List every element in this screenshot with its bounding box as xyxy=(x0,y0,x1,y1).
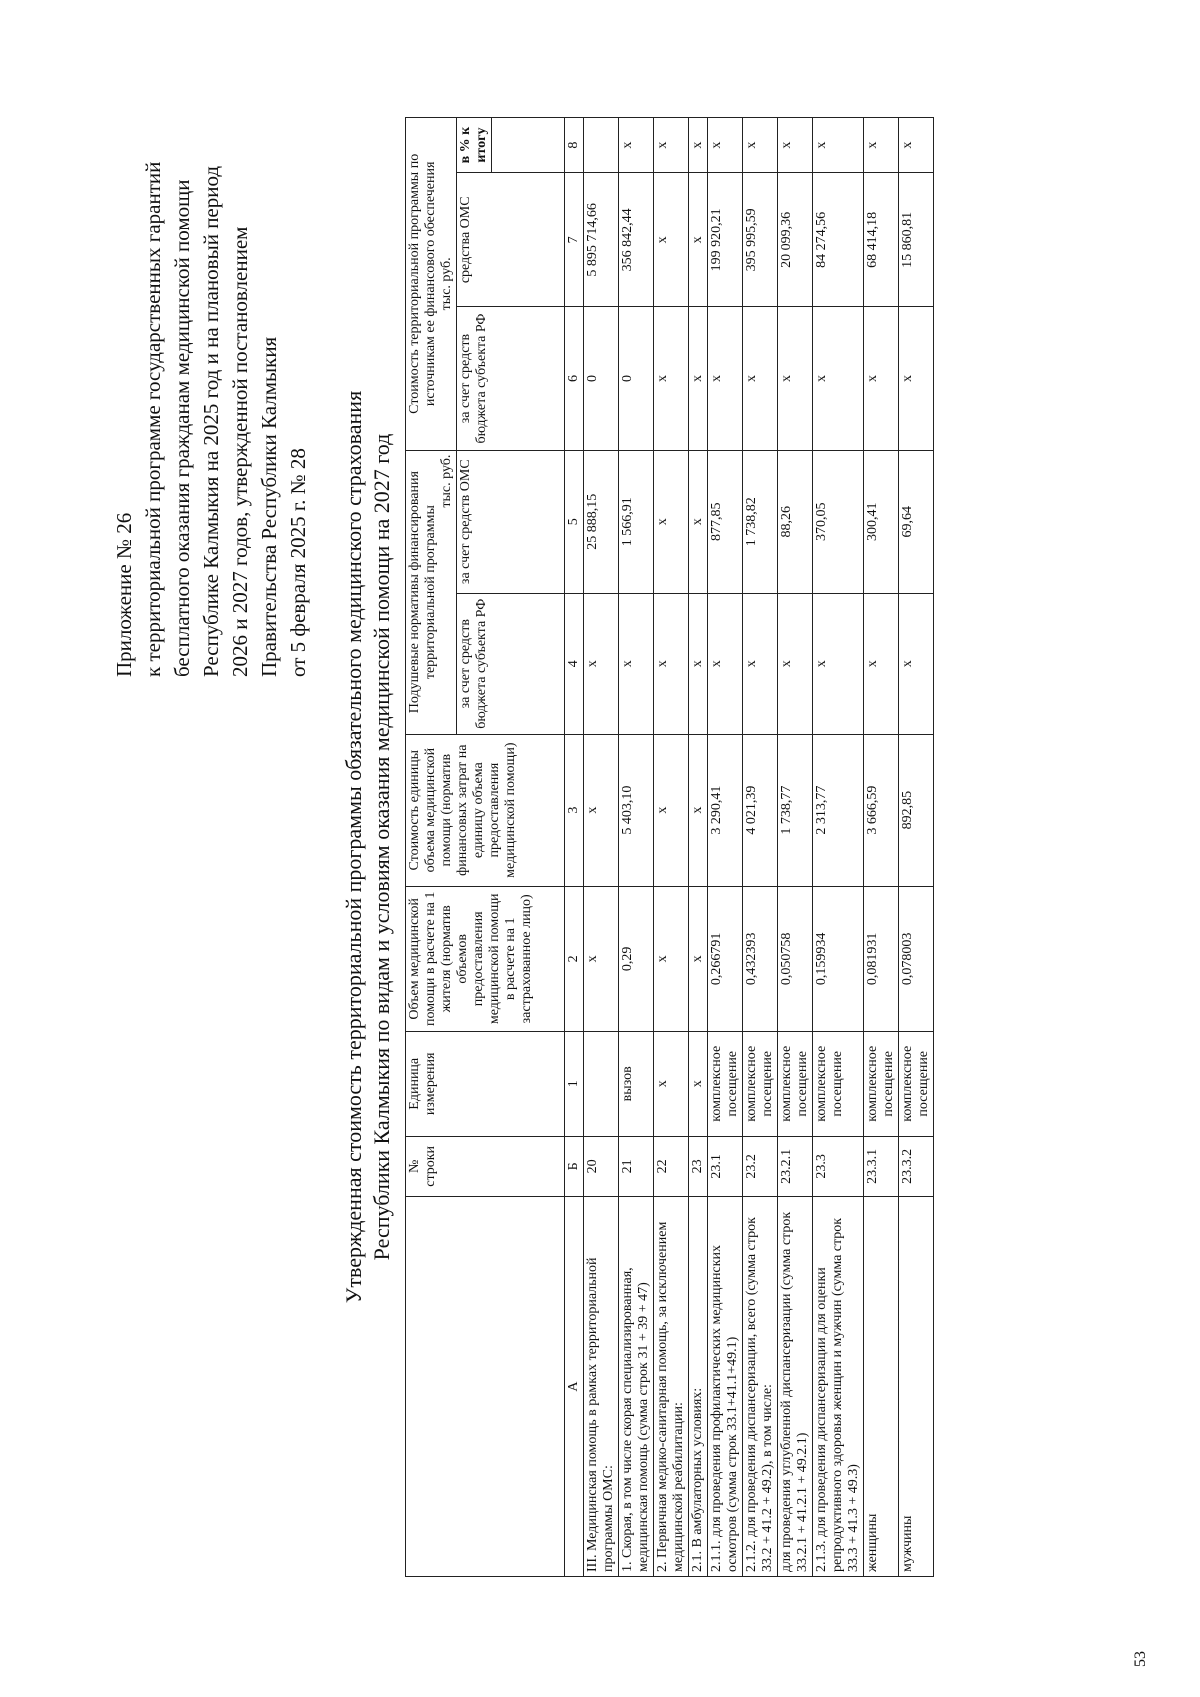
appendix-line: 2026 и 2027 годов, утвержденной постановлением xyxy=(228,226,252,677)
row-number: 23.3.2 xyxy=(899,1136,934,1197)
row-pct: х xyxy=(813,118,864,173)
row-unit: комплексное посещение xyxy=(864,1031,899,1136)
column-number-row xyxy=(565,118,584,1577)
appendix-line: Приложение № 26 xyxy=(112,512,136,677)
row-t-budget: х xyxy=(689,307,708,450)
row-name: III. Медицинская помощь в рамках территориальной программы ОМС: xyxy=(584,1197,619,1577)
header-pct: в % к итогу xyxy=(457,118,492,173)
row-unit: вызов xyxy=(619,1031,654,1136)
row-t-oms: х xyxy=(654,173,689,307)
col-number: 4 xyxy=(565,593,584,734)
row-t-budget: х xyxy=(778,307,813,450)
row-unit: комплексное посещение xyxy=(708,1031,743,1136)
header-unit: Единица измерения xyxy=(406,1031,565,1136)
row-pc-budget: х xyxy=(654,593,689,734)
table-row xyxy=(813,118,864,1577)
row-pc-budget: х xyxy=(864,593,899,734)
header-per-capita-title: Подушевые нормативы финансирования территориальной программы xyxy=(407,471,438,714)
col-number: 5 xyxy=(565,450,584,593)
row-name: женщины xyxy=(864,1197,899,1577)
row-unit: х xyxy=(654,1031,689,1136)
row-t-budget: х xyxy=(743,307,778,450)
row-number: 23 xyxy=(689,1136,708,1197)
header-per-capita-unit: тыс. руб. xyxy=(439,454,454,508)
row-t-oms: 395 995,59 xyxy=(743,173,778,307)
row-number: 22 xyxy=(654,1136,689,1197)
row-number: 23.1 xyxy=(708,1136,743,1197)
col-number: 3 xyxy=(565,734,584,886)
row-cost: х xyxy=(689,734,708,886)
table-row xyxy=(778,118,813,1577)
col-number: 6 xyxy=(565,307,584,450)
row-number: 20 xyxy=(584,1136,619,1197)
row-cost: 892,85 xyxy=(899,734,934,886)
appendix-line: Правительства Республики Калмыкия xyxy=(257,336,281,677)
row-name: 2.1. В амбулаторных условиях: xyxy=(689,1197,708,1577)
row-name: 2.1.2. для проведения диспансеризации, всего (сумма строк 33.2 + 41.2 + 49.2), в том числе: xyxy=(743,1197,778,1577)
row-pc-budget: х xyxy=(743,593,778,734)
appendix-line: Республике Калмыкия на 2025 год и на плановый период xyxy=(199,165,223,677)
row-cost: 3 290,41 xyxy=(708,734,743,886)
row-name: 2.1.3. для проведения диспансеризации для оценки репродуктивного здоровья женщин и мужчин (сумма строк 33.3 + 41.3 + 49.3) xyxy=(813,1197,864,1577)
row-volume: 0,159934 xyxy=(813,886,864,1031)
col-number: Б xyxy=(565,1136,584,1197)
row-t-oms: 68 414,18 xyxy=(864,173,899,307)
table-body xyxy=(584,118,934,1577)
row-name: 2. Первичная медико-санитарная помощь, за исключением медицинской реабилитации: xyxy=(654,1197,689,1577)
row-cost: 4 021,39 xyxy=(743,734,778,886)
row-pc-oms: 877,85 xyxy=(708,450,743,593)
header-total-unit: тыс. руб. xyxy=(439,257,454,311)
table-row xyxy=(743,118,778,1577)
row-pc-oms: 300,41 xyxy=(864,450,899,593)
row-pc-budget: х xyxy=(778,593,813,734)
row-pc-oms: 25 888,15 xyxy=(584,450,619,593)
header-row-no: № строки xyxy=(406,1136,565,1197)
header-total xyxy=(406,118,457,451)
row-unit: комплексное посещение xyxy=(743,1031,778,1136)
row-pct: х xyxy=(743,118,778,173)
appendix-line: бесплатного оказания гражданам медицинской помощи xyxy=(170,179,194,677)
row-t-budget: х xyxy=(899,307,934,450)
header-name xyxy=(406,1197,565,1577)
row-volume: 0,432393 xyxy=(743,886,778,1031)
row-cost: 2 313,77 xyxy=(813,734,864,886)
row-t-oms: х xyxy=(689,173,708,307)
title-line-1: Утвержденная стоимость территориальной программы обязательного медицинского страхования xyxy=(341,390,366,1304)
row-volume: х xyxy=(689,886,708,1031)
row-pct: х xyxy=(689,118,708,173)
row-pc-budget: х xyxy=(708,593,743,734)
row-pc-budget: х xyxy=(813,593,864,734)
row-pct: х xyxy=(864,118,899,173)
row-t-oms: 356 842,44 xyxy=(619,173,654,307)
row-t-oms: 20 099,36 xyxy=(778,173,813,307)
header-t-budget: за счет средств бюджета субъекта РФ xyxy=(457,307,565,450)
row-number: 23.2.1 xyxy=(778,1136,813,1197)
row-pc-oms: 69,64 xyxy=(899,450,934,593)
row-name: мужчины xyxy=(899,1197,934,1577)
row-cost: х xyxy=(654,734,689,886)
row-t-budget: 0 xyxy=(619,307,654,450)
row-volume: 0,081931 xyxy=(864,886,899,1031)
row-pc-budget: х xyxy=(584,593,619,734)
row-volume: х xyxy=(584,886,619,1031)
row-pct: х xyxy=(654,118,689,173)
appendix-block xyxy=(110,77,313,677)
row-unit: комплексное посещение xyxy=(778,1031,813,1136)
row-volume: 0,078003 xyxy=(899,886,934,1031)
row-volume: 0,050758 xyxy=(778,886,813,1031)
header-total-title: Стоимость территориальной программы по источникам ее финансового обеспечения xyxy=(407,153,438,414)
row-name: 2.1.1. для проведения профилактических медицинских осмотров (сумма строк 33.1+41.1+49.1) xyxy=(708,1197,743,1577)
document-title xyxy=(340,117,396,1577)
row-unit: комплексное посещение xyxy=(813,1031,864,1136)
row-pc-oms: 1 566,91 xyxy=(619,450,654,593)
row-cost: 1 738,77 xyxy=(778,734,813,886)
row-name: для проведения углубленной диспансеризации (сумма строк 33.2.1 + 41.2.1 + 49.2.1) xyxy=(778,1197,813,1577)
table-row xyxy=(584,118,619,1577)
col-number: А xyxy=(565,1197,584,1577)
row-volume: х xyxy=(654,886,689,1031)
table-row xyxy=(654,118,689,1577)
row-pct: х xyxy=(778,118,813,173)
row-cost: 3 666,59 xyxy=(864,734,899,886)
row-pc-oms: х xyxy=(689,450,708,593)
header-volume: Объем медицинской помощи в расчете на 1 жителя (норматив объемов предоставления медицинской помощи в расчете на 1 застрахованное лицо) xyxy=(406,886,565,1031)
row-pc-budget: х xyxy=(899,593,934,734)
header-per-capita xyxy=(406,450,457,734)
header-pc-oms: за счет средств ОМС xyxy=(457,450,565,593)
page-number: 53 xyxy=(1132,1651,1149,1667)
row-t-budget: х xyxy=(813,307,864,450)
col-number: 2 xyxy=(565,886,584,1031)
row-number: 23.2 xyxy=(743,1136,778,1197)
row-unit xyxy=(584,1031,619,1136)
title-line-2: Республики Калмыкия по видам и условиям оказания медицинской помощи на 2027 год xyxy=(369,433,394,1261)
row-pc-oms: 370,05 xyxy=(813,450,864,593)
row-pc-budget: х xyxy=(619,593,654,734)
row-t-budget: х xyxy=(708,307,743,450)
table-row xyxy=(708,118,743,1577)
row-unit: комплексное посещение xyxy=(899,1031,934,1136)
row-t-budget: х xyxy=(864,307,899,450)
row-t-oms: 199 920,21 xyxy=(708,173,743,307)
row-pc-oms: 88,26 xyxy=(778,450,813,593)
table-row xyxy=(619,118,654,1577)
row-pct xyxy=(584,118,619,173)
header-pc-budget: за счет средств бюджета субъекта РФ xyxy=(457,593,565,734)
row-number: 23.3.1 xyxy=(864,1136,899,1197)
row-t-oms: 84 274,56 xyxy=(813,173,864,307)
row-t-budget: 0 xyxy=(584,307,619,450)
col-number: 8 xyxy=(565,118,584,173)
header-cost: Стоимость единицы объема медицинской помощи (норматив финансовых затрат на единицу объема предоставления медицинской помощи) xyxy=(406,734,565,886)
row-number: 23.3 xyxy=(813,1136,864,1197)
row-pct: х xyxy=(708,118,743,173)
col-number: 7 xyxy=(565,173,584,307)
table-row xyxy=(899,118,934,1577)
row-pc-budget: х xyxy=(689,593,708,734)
row-cost: 5 403,10 xyxy=(619,734,654,886)
appendix-line: к территориальной программе государственных гарантий xyxy=(141,161,165,677)
col-number: 1 xyxy=(565,1031,584,1136)
row-number: 21 xyxy=(619,1136,654,1197)
cost-table xyxy=(405,117,934,1577)
row-cost: х xyxy=(584,734,619,886)
row-volume: 0,29 xyxy=(619,886,654,1031)
row-pc-oms: 1 738,82 xyxy=(743,450,778,593)
appendix-line: от 5 февраля 2025 г. № 28 xyxy=(286,448,310,677)
row-unit: х xyxy=(689,1031,708,1136)
table-row xyxy=(689,118,708,1577)
row-t-oms: 15 860,81 xyxy=(899,173,934,307)
row-t-oms: 5 895 714,66 xyxy=(584,173,619,307)
row-pct: х xyxy=(619,118,654,173)
row-pc-oms: х xyxy=(654,450,689,593)
row-pct: х xyxy=(899,118,934,173)
table-row xyxy=(864,118,899,1577)
header-pct-spacer xyxy=(492,118,565,173)
row-volume: 0,266791 xyxy=(708,886,743,1031)
header-t-oms: средства ОМС xyxy=(457,173,565,307)
table-header xyxy=(406,118,584,1577)
row-t-budget: х xyxy=(654,307,689,450)
row-name: 1. Скорая, в том числе скорая специализированная, медицинская помощь (сумма строк 31 + 39 + 47) xyxy=(619,1197,654,1577)
